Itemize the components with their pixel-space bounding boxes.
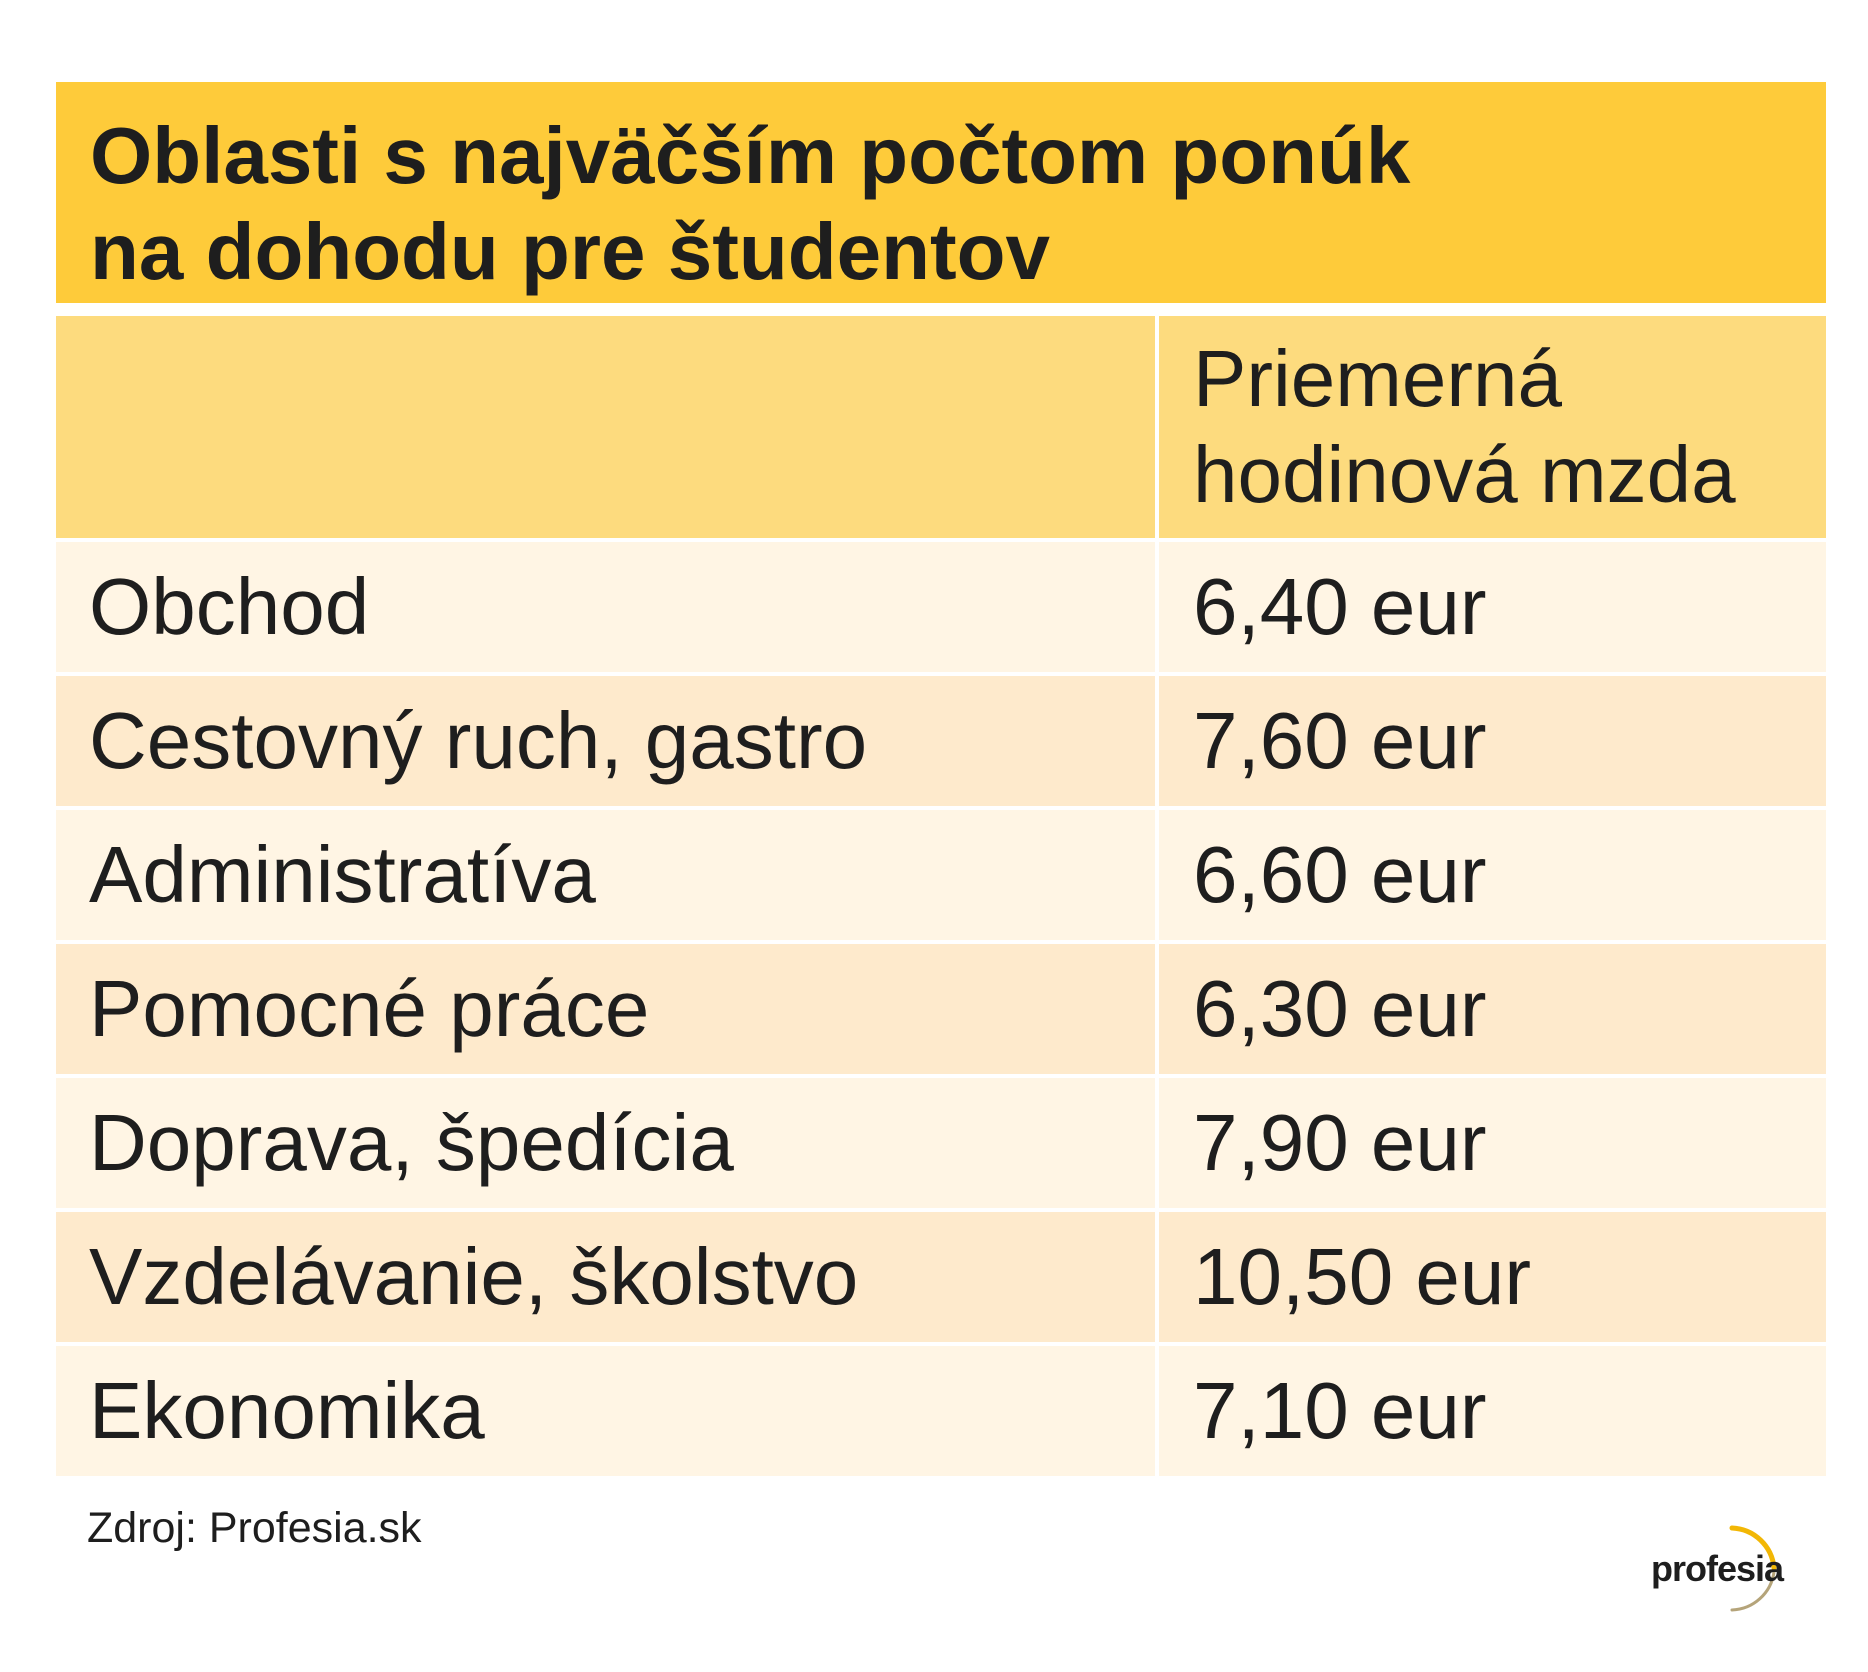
row-area-label: Cestovný ruch, gastro bbox=[56, 676, 1155, 806]
profesia-logo bbox=[1640, 1520, 1790, 1616]
row-area-label: Obchod bbox=[56, 542, 1155, 672]
row-wage-value: 7,90 eur bbox=[1159, 1078, 1826, 1208]
source-note: Zdroj: Profesia.sk bbox=[87, 1504, 422, 1552]
header-cell-wage bbox=[1159, 316, 1826, 538]
row-wage-value: 10,50 eur bbox=[1159, 1212, 1826, 1342]
table-row bbox=[56, 810, 1826, 940]
table-row bbox=[56, 1078, 1826, 1208]
table-row bbox=[56, 542, 1826, 672]
row-area-label: Vzdelávanie, školstvo bbox=[56, 1212, 1155, 1342]
row-area-label: Ekonomika bbox=[56, 1346, 1155, 1476]
title-banner bbox=[56, 82, 1826, 303]
row-area-label: Pomocné práce bbox=[56, 944, 1155, 1074]
row-wage-value: 6,40 eur bbox=[1159, 542, 1826, 672]
row-wage-value: 6,60 eur bbox=[1159, 810, 1826, 940]
header-wage-line-2: hodinová mzda bbox=[1193, 430, 1736, 519]
row-wage-value: 6,30 eur bbox=[1159, 944, 1826, 1074]
logo-wordmark: profesia bbox=[1651, 1548, 1784, 1589]
header-wage-line-1: Priemerná bbox=[1193, 334, 1563, 423]
header-cell-area bbox=[56, 316, 1155, 538]
title-line-2: na dohodu pre študentov bbox=[90, 207, 1050, 296]
row-area-label: Administratíva bbox=[56, 810, 1155, 940]
table-header-row bbox=[56, 316, 1826, 538]
title-line-1: Oblasti s najväčším počtom ponúk bbox=[90, 111, 1411, 200]
table-row bbox=[56, 1212, 1826, 1342]
table-row bbox=[56, 944, 1826, 1074]
wage-table bbox=[56, 316, 1826, 1480]
row-wage-value: 7,60 eur bbox=[1159, 676, 1826, 806]
table-row bbox=[56, 676, 1826, 806]
row-area-label: Doprava, špedícia bbox=[56, 1078, 1155, 1208]
row-wage-value: 7,10 eur bbox=[1159, 1346, 1826, 1476]
table-row bbox=[56, 1346, 1826, 1476]
